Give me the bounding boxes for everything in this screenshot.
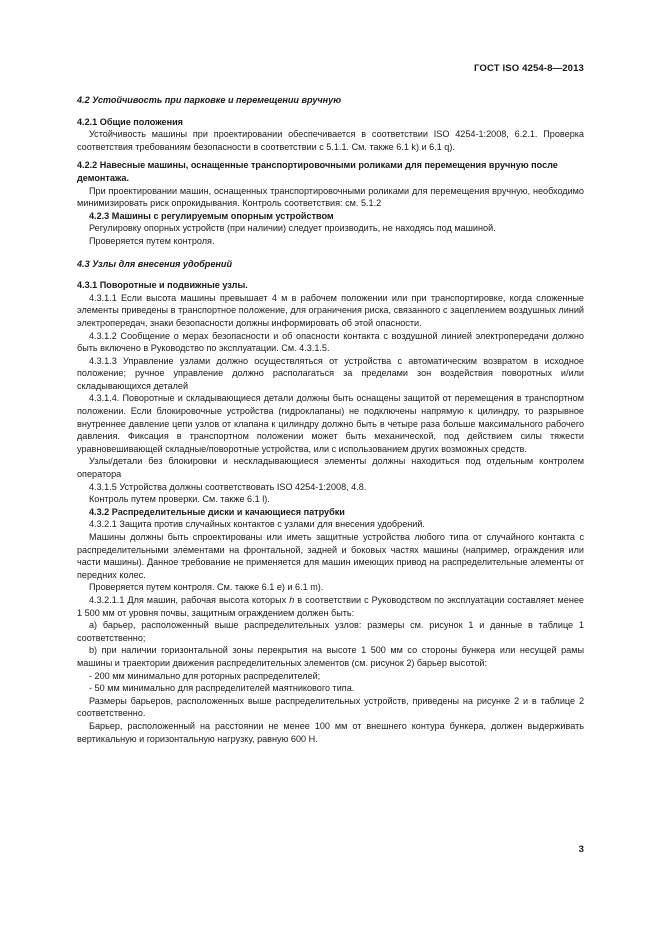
dash-item-pendulum: - 50 мм минимально для распределителей маятникового типа.: [89, 683, 355, 694]
section-4-3-title: 4.3 Узлы для внесения удобрений: [77, 258, 233, 269]
paragraph-4-2-3-a: Регулировку опорных устройств (при наличии) следует производить, не находясь под машиной.: [89, 223, 496, 234]
page-content: [77, 94, 584, 745]
paragraph-4-2-1: Устойчивость машины при проектировании обеспечивается в соответствии ISO 4254-1:2008, 6.2.1. Проверка соответствия требованиям безопасности в соответствии с 5.1.1. См. также 6.1 k) и 6.1 q).: [77, 129, 584, 152]
paragraph-4-3-2-1-c: Проверяется путем контроля. См. также 6.1 e) и 6.1 m).: [89, 582, 324, 593]
standard-header: ГОСТ ISO 4254-8—2013: [474, 63, 584, 74]
paragraph-4-3-1-5-b: Контроль путем проверки. См. также 6.1 l).: [89, 494, 270, 505]
list-item-b: b) при наличии горизонтальной зоны перекрытия на высоте 1 500 мм со стороны бункера или несущей рамы машины и траектории движения распределительных элементов (см. рисунок 2) барьер высотой:: [77, 645, 584, 668]
paragraph-4-3-1-5: 4.3.1.5 Устройства должны соответствовать ISO 4254-1:2008, 4.8.: [89, 481, 367, 492]
section-4-2-title: 4.2 Устойчивость при парковке и перемещении вручную: [77, 95, 342, 105]
paragraph-4-3-2-1-1-start: 4.3.2.1.1 Для машин, рабочая высота которых: [89, 594, 290, 605]
paragraph-4-3-1-4-b: Узлы/детали без блокировки и нескладывающиеся элементы должны находиться под отдельным контролем оператора: [77, 456, 584, 480]
dash-item-rotor: - 200 мм минимально для роторных распределителей;: [89, 670, 321, 681]
subsection-4-3-1-title: 4.3.1 Поворотные и подвижные узлы.: [77, 280, 248, 291]
paragraph-4-3-1-2: 4.3.1.2 Сообщение о мерах безопасности и об опасности контакта с воздушной линией электропередачи должно быть включено в Руководство по эксплуатации. См. 4.3.1.5.: [77, 330, 584, 354]
paragraph-4-3-2-1-1-end: в соответствии с Руководством по эксплуатации составляет менее 1 500 мм от уровня почвы, защитным ограждением должен быть:: [77, 594, 584, 618]
subsection-4-3-2-title: 4.3.2 Распределительные диски и качающиеся патрубки: [89, 506, 345, 517]
paragraph-4-3-1-4: 4.3.1.4. Поворотные и складывающиеся детали должны быть оснащены защитой от перемещения в транспортном положении. Если блокировочные устройства (гидроклапаны) не подключены напрямую к цилиндру, то разрывное внутреннее давление цепи узлов от клапана к цилиндру должно быть в четыре раза больше максимального рабочего давления. Фиксация в транспортном положении может быть механической, под действием силы тяжести уравновешивающей складные/поворотные устройства, или с использованием других возможных средств.: [77, 393, 584, 454]
height-symbol: h: [289, 594, 295, 605]
paragraph-4-3-1-3: 4.3.1.3 Управление узлами должно осуществляться от устройства с автоматическим возвратом в исходное положение; ручное управление должно располагаться за пределами зон воздействия поворотных и/или складывающихся деталей: [77, 355, 584, 391]
paragraph-barrier-load: Барьер, расположенный на расстоянии не менее 100 мм от внешнего контура бункера, должен выдерживать вертикальную и горизонтальную нагрузку, равную 600 Н.: [77, 720, 584, 744]
subsection-4-2-3-title: 4.2.3 Машины с регулируемым опорным устройством: [89, 210, 334, 221]
subsection-4-2-1-title: 4.2.1 Общие положения: [77, 116, 183, 127]
subsection-4-2-2-title: 4.2.2 Навесные машины, оснащенные транспортировочными роликами для перемещения вручную после демонтажа.: [77, 160, 558, 183]
paragraph-4-2-2: При проектировании машин, оснащенных транспортировочными роликами для перемещения вручную, необходимо минимизировать риск опрокидывания. Контроль соответствия: см. 5.1.2: [77, 185, 584, 209]
page-number: 3: [578, 844, 584, 856]
list-item-a: а) барьер, расположенный выше распределительных узлов: размеры см. рисунок 1 и данные в таблице 1 соответственно;: [77, 620, 584, 643]
paragraph-4-3-2-1-1: [77, 594, 584, 619]
paragraph-4-3-2-1-b: Машины должны быть спроектированы или иметь защитные устройства любого типа от случайного контакта с распределительными элементами на фронтальной, задней и боковых частях машины (например, ограждения или части машины). Данное требование не применяется для машин имеющих привод на распределительные элементы от передних колес.: [77, 532, 584, 580]
paragraph-4-3-1-1: 4.3.1.1 Если высота машины превышает 4 м в рабочем положении или при транспортировке, когда сложенные элементы приведены в транспортное положение, для ограничения риска, связанного с зацеплением воздушных линий электропередач, знаки безопасности должны информировать об этой опасности.: [77, 292, 584, 328]
paragraph-barrier-sizes: Размеры барьеров, расположенных выше распределительных устройств, приведены на рисунке 2 и в таблице 2 соответственно.: [77, 695, 584, 719]
paragraph-4-3-2-1: 4.3.2.1 Защита против случайных контактов с узлами для внесения удобрений.: [89, 519, 425, 530]
paragraph-4-2-3-b: Проверяется путем контроля.: [89, 235, 215, 246]
